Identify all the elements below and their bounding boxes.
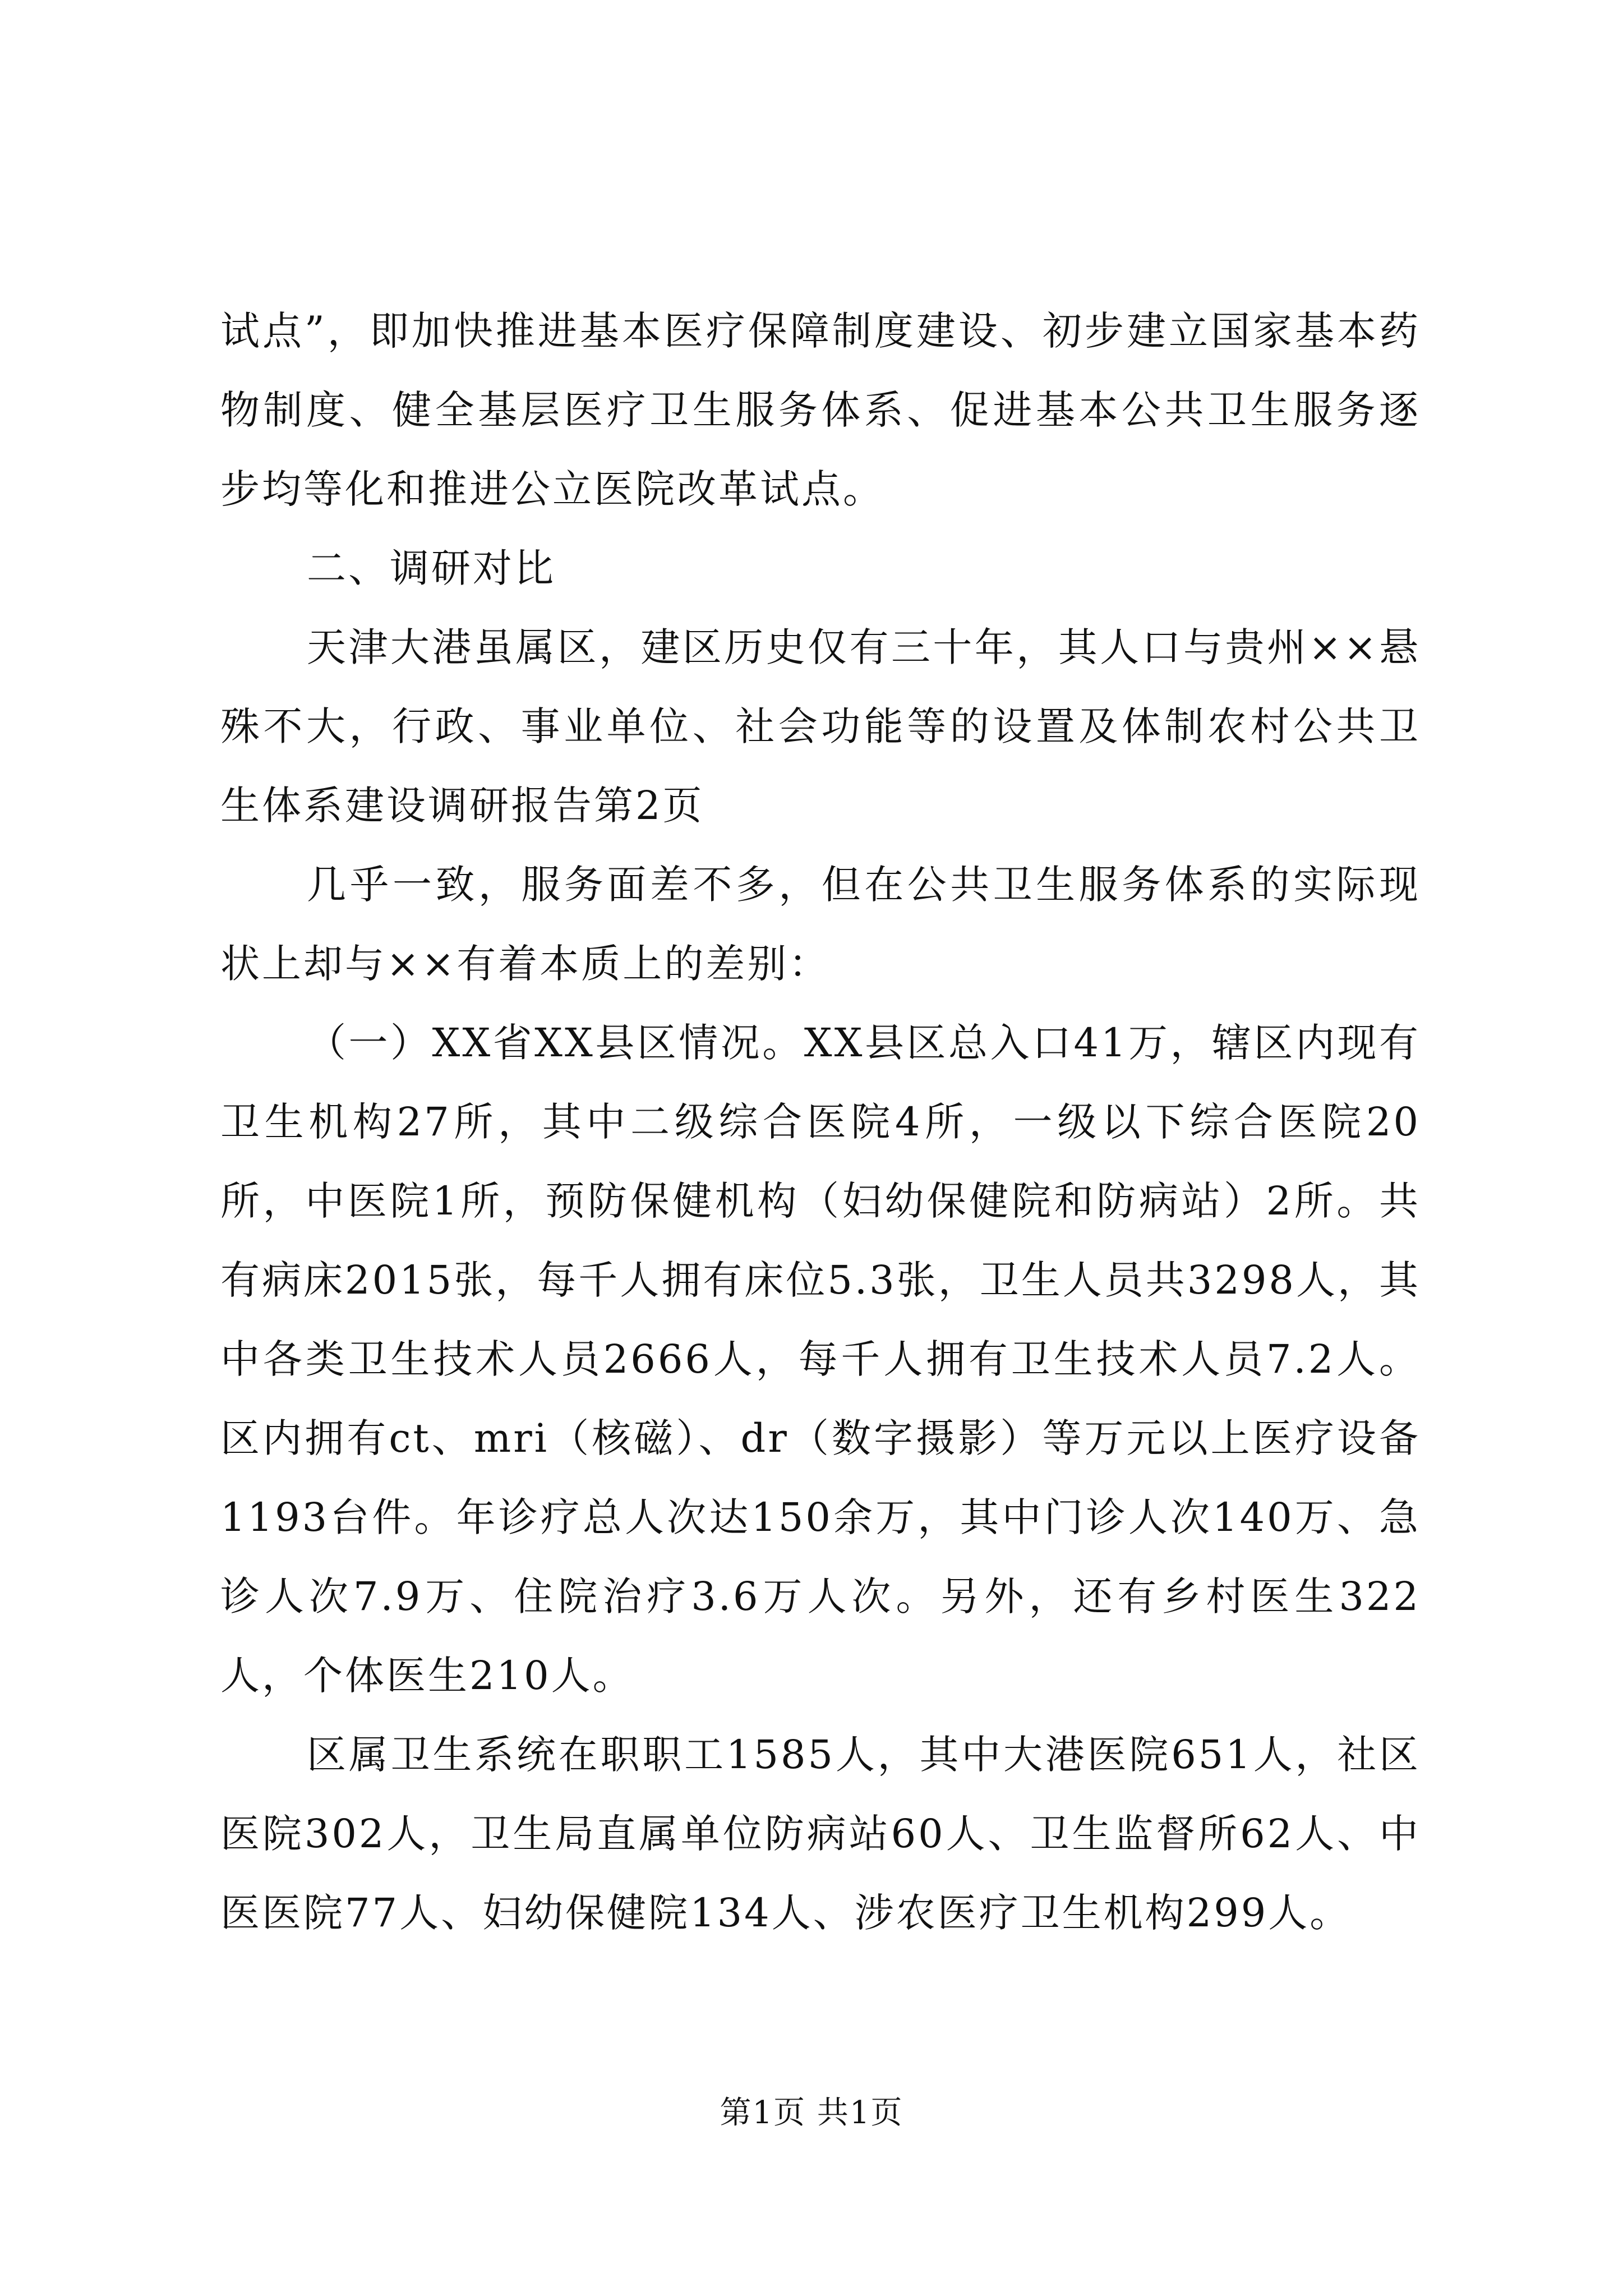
paragraph-difference: 几乎一致，服务面差不多，但在公共卫生服务体系的实际现状上却与××有着本质上的差别： <box>220 862 1421 987</box>
paragraph-comparison-intro: 天津大港虽属区，建区历史仅有三十年，其人口与贵州××悬殊不大，行政、事业单位、社会功能等的设置及体制农村公共卫生体系建设调研报告第2页 <box>220 624 1421 829</box>
paragraph-continuation: 试点”，即加快推进基本医疗保障制度建设、初步建立国家基本药物制度、健全基层医疗卫生服务体系、促进基本公共卫生服务逐步均等化和推进公立医院改革试点。 <box>220 308 1421 512</box>
section-heading: 二、调研对比 <box>307 545 556 591</box>
paragraph-county-situation: （一）XX省XX县区情况。XX县区总入口41万，辖区内现有卫生机构27所，其中二级综合医院4所，一级以下综合医院20所，中医院1所，预防保健机构（妇幼保健院和防病站）2所。共有病床2015张，每千人拥有床位5.3张，卫生人员共3298人，其中各类卫生技术人员2666人，每千人拥有卫生技术人员7.2人。区内拥有ct、mri（核磁）、dr（数字摄影）等万元以上医疗设备1193台件。年诊疗总人次达150余万，其中门诊人次140万、急诊人次7.9万、住院治疗3.6万人次。另外，还有乡村医生322人，个体医生210人。 <box>220 1020 1421 1699</box>
paragraph-staff-numbers: 区属卫生系统在职职工1585人，其中大港医院651人，社区医院302人，卫生局直属单位防病站60人、卫生监督所62人、中医医院77人、妇幼保健院134人、涉农医疗卫生机构299人。 <box>220 1732 1421 1936</box>
document-body <box>220 292 1421 1953</box>
page-footer: 第1页 共1页 <box>720 2095 903 2131</box>
